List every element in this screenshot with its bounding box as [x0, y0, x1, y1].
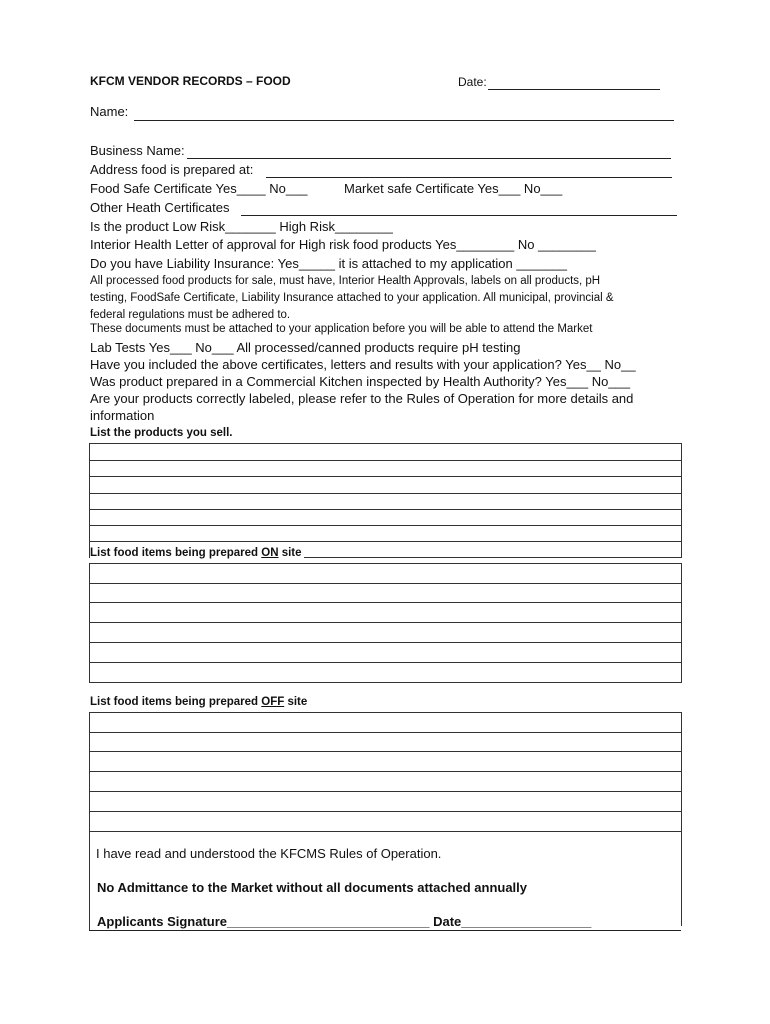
read-understood-statement: I have read and understood the KFCMS Rules of Operation.: [96, 846, 442, 861]
table-row: [90, 831, 681, 832]
table-row: [90, 622, 681, 623]
form-title: KFCM VENDOR RECORDS – FOOD: [90, 74, 291, 88]
interior-health-label: Interior Health Letter of approval for High risk food products Yes________ No ________: [90, 237, 596, 252]
attached-note: These documents must be attached to your application before you will be able to attend the Market: [90, 323, 593, 335]
table-row: [90, 525, 681, 526]
commercial-kitchen-label: Was product prepared in a Commercial Kitchen inspected by Health Authority? Yes___ No___: [90, 374, 631, 389]
table-border-left: [89, 850, 90, 930]
food-safe-label: Food Safe Certificate Yes____ No___: [90, 181, 308, 196]
table-row: [90, 509, 681, 510]
products-table[interactable]: [89, 443, 682, 558]
processed-note-line-1: All processed food products for sale, must have, Interior Health Approvals, labels on all products, pH: [90, 275, 601, 287]
on-site-label: List food items being prepared ON site: [90, 547, 302, 559]
table-row: [90, 460, 681, 461]
labeled-label-line-1: Are your products correctly labeled, please refer to the Rules of Operation for more details and: [90, 391, 634, 406]
lab-tests-label: Lab Tests Yes___ No___ All processed/canned products require pH testing: [90, 340, 521, 355]
table-border-right: [681, 850, 682, 926]
business-name-label: Business Name:: [90, 143, 185, 158]
table-row: [90, 662, 681, 663]
date-label: Date:: [458, 75, 487, 89]
address-field[interactable]: [266, 177, 672, 178]
table-row: [90, 771, 681, 772]
table-row: [90, 732, 681, 733]
table-row: [90, 811, 681, 812]
processed-note-line-3: federal regulations must be adhered to.: [90, 309, 291, 321]
table-row: [90, 541, 681, 542]
market-safe-label: Market safe Certificate Yes___ No___: [344, 181, 563, 196]
table-row: [90, 751, 681, 752]
list-products-label: List the products you sell.: [90, 427, 233, 439]
insurance-label: Do you have Liability Insurance: Yes_____ it is attached to my application _______: [90, 256, 567, 271]
included-label: Have you included the above certificates, letters and results with your application? Yes__ No__: [90, 357, 636, 372]
name-field[interactable]: [134, 120, 674, 121]
signature-line[interactable]: [89, 930, 681, 931]
labeled-label-line-2: information: [90, 408, 155, 423]
processed-note-line-2: testing, FoodSafe Certificate, Liability Insurance attached to your application. All municipal, provincial &: [90, 292, 614, 304]
business-name-field[interactable]: [187, 158, 671, 159]
table-row: [90, 642, 681, 643]
off-site-label: List food items being prepared OFF site: [90, 696, 308, 708]
risk-label: Is the product Low Risk_______ High Risk________: [90, 219, 393, 234]
on-site-table[interactable]: [89, 563, 682, 683]
address-label: Address food is prepared at:: [90, 162, 254, 177]
table-row: [90, 493, 681, 494]
name-label: Name:: [90, 104, 129, 119]
off-site-table[interactable]: [89, 712, 682, 852]
table-row: [90, 583, 681, 584]
table-row: [90, 476, 681, 477]
other-health-field[interactable]: [241, 215, 677, 216]
date-field[interactable]: [488, 89, 660, 90]
table-row: [90, 791, 681, 792]
other-health-label: Other Heath Certificates: [90, 200, 230, 215]
no-admittance-notice: No Admittance to the Market without all documents attached annually: [97, 880, 528, 895]
table-row: [90, 602, 681, 603]
signature-label: Applicants Signature____________________________ Date__________________: [97, 914, 592, 929]
